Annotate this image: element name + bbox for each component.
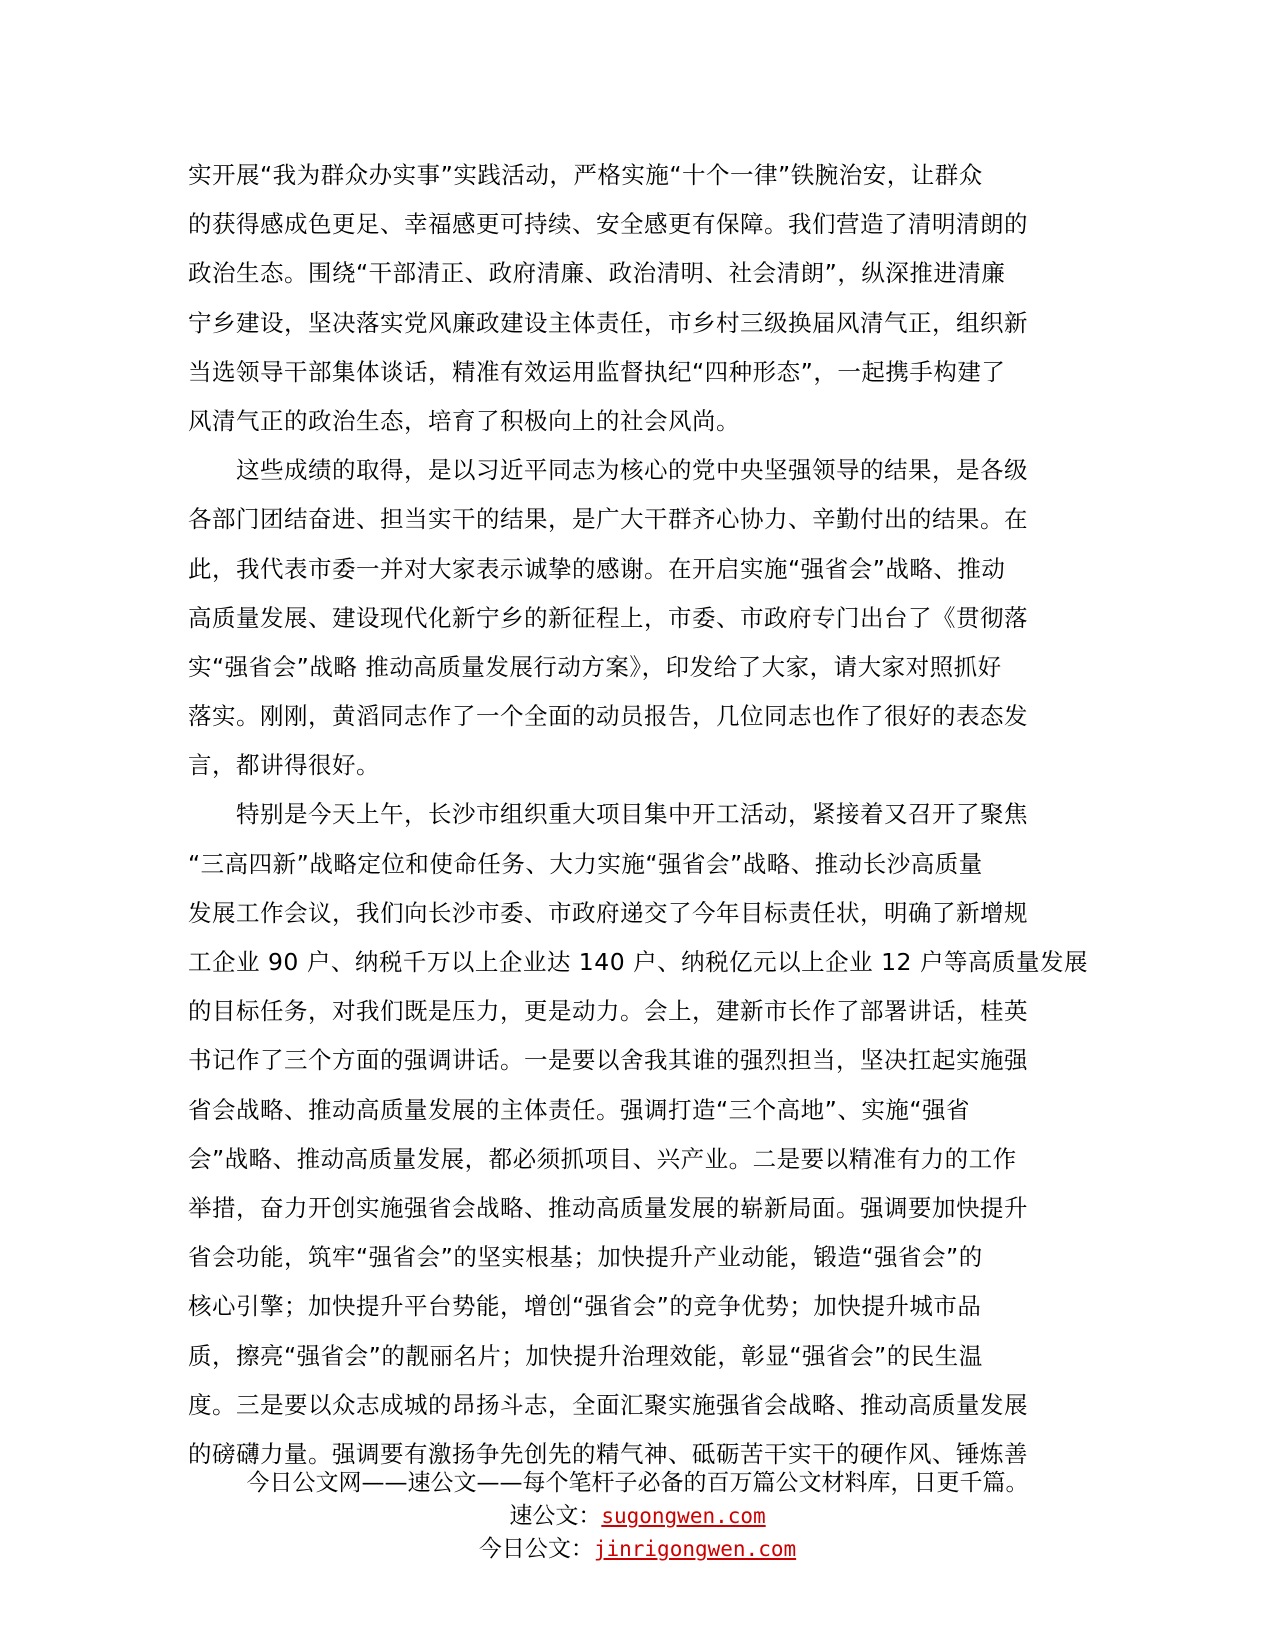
text-line: 发展工作会议，我们向长沙市委、市政府递交了今年目标责任状，明确了新增规 [188, 898, 1028, 927]
text-line: 落实。刚刚，黄滔同志作了一个全面的动员报告，几位同志也作了很好的表态发 [188, 702, 1028, 731]
footer-site-2-label: 今日公文： [478, 1536, 594, 1562]
footer-slogan: 今日公文网——速公文——每个笔杆子必备的百万篇公文材料库，日更千篇。 [246, 1470, 1029, 1496]
footer-site-2 [0, 1533, 1275, 1566]
text-line: 高质量发展、建设现代化新宁乡的新征程上，市委、市政府专门出台了《贯彻落 [188, 603, 1028, 632]
text-line: 的磅礴力量。强调要有激扬争先创先的精气神、砥砺苦干实干的硬作风、锤炼善 [188, 1439, 1028, 1468]
footer-site-1 [0, 1500, 1275, 1533]
document-body [188, 151, 1088, 1479]
text-line: 特别是今天上午，长沙市组织重大项目集中开工活动，紧接着又召开了聚焦 [188, 800, 1028, 829]
text-line: 的目标任务，对我们既是压力，更是动力。会上，建新市长作了部署讲话，桂英 [188, 997, 1028, 1026]
text-line: 度。三是要以众志成城的昂扬斗志，全面汇聚实施强省会战略、推动高质量发展 [188, 1390, 1028, 1419]
text-line: 风清气正的政治生态，培育了积极向上的社会风尚。 [188, 406, 740, 435]
page-footer [0, 1467, 1275, 1566]
footer-site-1-link[interactable]: sugongwen.com [601, 1504, 766, 1528]
text-line: 举措，奋力开创实施强省会战略、推动高质量发展的崭新局面。强调要加快提升 [188, 1193, 1028, 1222]
text-line: 工企业 90 户、纳税千万以上企业达 140 户、纳税亿元以上企业 12 户等高质量发展 [188, 948, 1088, 976]
text-line: 会”战略、推动高质量发展，都必须抓项目、兴产业。二是要以精准有力的工作 [188, 1144, 1017, 1173]
text-line: 宁乡建设，坚决落实党风廉政建设主体责任，市乡村三级换届风清气正，组织新 [188, 308, 1028, 337]
text-line: “三高四新”战略定位和使命任务、大力实施“强省会”战略、推动长沙高质量 [188, 849, 983, 878]
text-line: 省会功能，筑牢“强省会”的坚实根基；加快提升产业动能，锻造“强省会”的 [188, 1243, 983, 1272]
text-line: 的获得感成色更足、幸福感更可持续、安全感更有保障。我们营造了清明清朗的 [188, 210, 1028, 239]
text-line: 各部门团结奋进、担当实干的结果，是广大干群齐心协力、辛勤付出的结果。在 [188, 505, 1028, 534]
text-line: 实开展“我为群众办实事”实践活动，严格实施“十个一律”铁腕治安，让群众 [188, 161, 983, 189]
text-line: 此，我代表市委一并对大家表示诚挚的感谢。在开启实施“强省会”战略、推动 [188, 554, 1006, 583]
footer-site-2-link[interactable]: jinrigongwen.com [593, 1537, 797, 1561]
text-line: 政治生态。围绕“干部清正、政府清廉、政治清明、社会清朗”，纵深推进清廉 [188, 259, 1006, 288]
text-line: 当选领导干部集体谈话，精准有效运用监督执纪“四种形态”，一起携手构建了 [188, 357, 1006, 386]
text-line: 言，都讲得很好。 [188, 751, 380, 780]
text-line: 书记作了三个方面的强调讲话。一是要以舍我其谁的强烈担当，坚决扛起实施强 [188, 1046, 1028, 1075]
text-line: 这些成绩的取得，是以习近平同志为核心的党中央坚强领导的结果，是各级 [188, 456, 1028, 485]
text-line: 实“强省会”战略 推动高质量发展行动方案》，印发给了大家，请大家对照抓好 [188, 652, 1002, 681]
text-line: 质，擦亮“强省会”的靓丽名片；加快提升治理效能，彰显“强省会”的民生温 [188, 1341, 983, 1370]
text-line: 省会战略、推动高质量发展的主体责任。强调打造“三个高地”、实施“强省 [188, 1095, 971, 1124]
footer-site-1-label: 速公文： [509, 1503, 602, 1529]
text-line: 核心引擎；加快提升平台势能，增创“强省会”的竞争优势；加快提升城市品 [188, 1292, 982, 1321]
